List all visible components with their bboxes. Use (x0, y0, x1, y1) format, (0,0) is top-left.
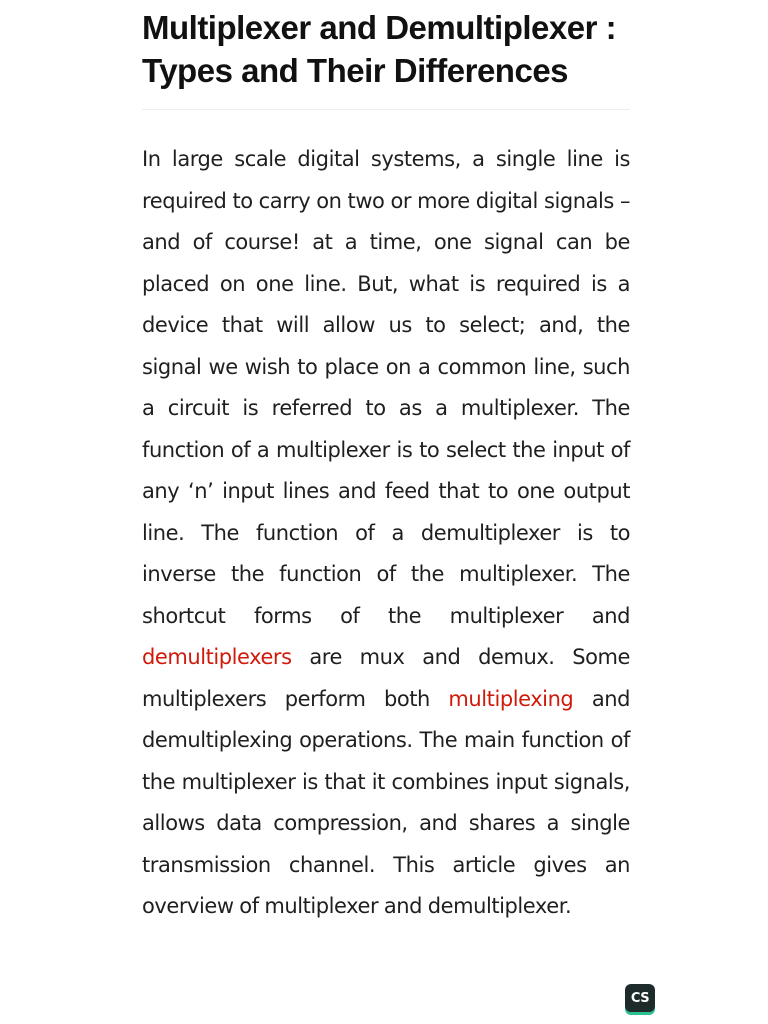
article (142, 6, 630, 928)
multiplexing-link[interactable]: multiplexing (448, 686, 574, 711)
article-paragraph (142, 139, 630, 928)
demultiplexers-link[interactable]: demultiplexers (142, 645, 292, 669)
camscanner-logo-icon (625, 984, 655, 1012)
paragraph-text-2: are mux and demux. Some multiplexers perform both (142, 645, 630, 711)
paragraph-text-3: and demultiplexing operations. The main function of the multiplexer is that it combines input signals, allows data compression, and shares a single transmission channel. This article gives an overview of multiplexer and demultiplexer. (142, 686, 630, 918)
paragraph-text-1: In large scale digital systems, a single line is required to carry on two or more digital signals – and of course! at a time, one signal can be placed on one line. But, what is required is a device that will allow us to select; and, the signal we wish to place on a common line, such a circuit is referred to as a multiplexer. The function of a multiplexer is to select the input of any ‘n’ input lines and feed that to one output line. The function of a demultiplexer is to inverse the function of the multiplexer. The shortcut forms of the multiplexer and (142, 147, 630, 628)
badge-label: CS (630, 990, 650, 1006)
title-line-2: Types and Their Differences (142, 52, 569, 89)
title-divider (142, 109, 630, 110)
title-line-1: Multiplexer and Demultiplexer : (142, 9, 617, 46)
page-title (142, 6, 630, 92)
